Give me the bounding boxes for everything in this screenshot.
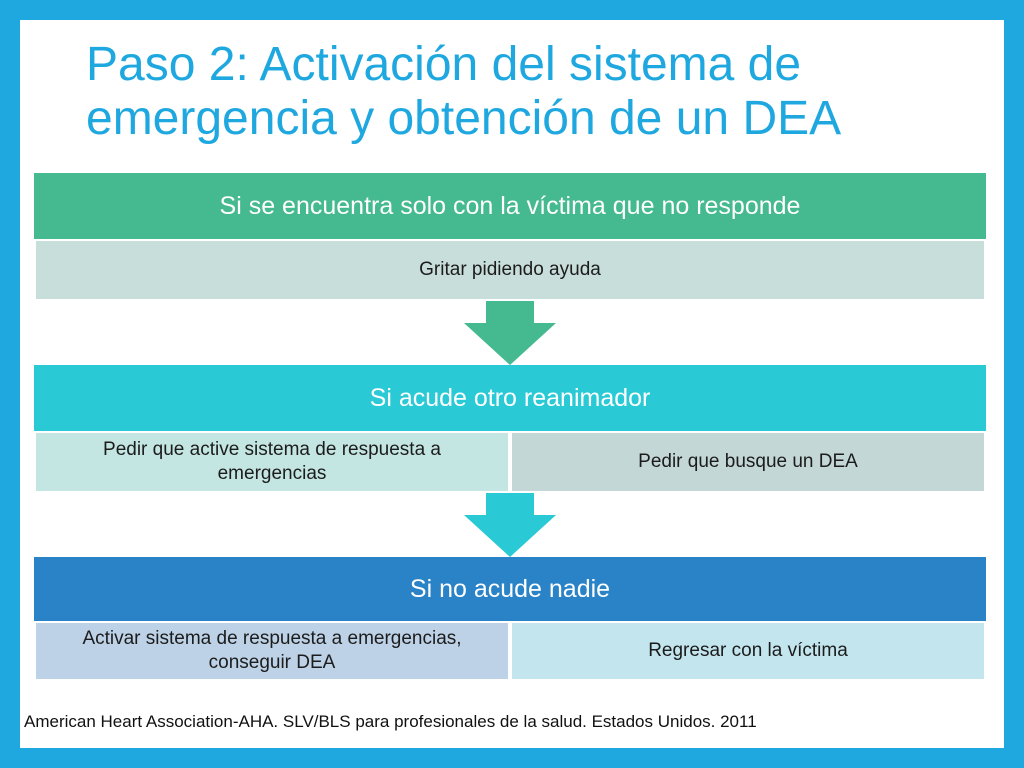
block-3-item-right: Regresar con la víctima [510,621,986,681]
flow-arrow-down-icon [462,493,558,559]
block-2-item-right: Pedir que busque un DEA [510,431,986,493]
block-3-row [34,621,986,681]
flow-arrow-down-icon [462,301,558,367]
block-2-header: Si acude otro reanimador [34,365,986,431]
block-3-header: Si no acude nadie [34,557,986,621]
block-3-item-left: Activar sistema de respuesta a emergencias, conseguir DEA [34,621,510,681]
slide-title: Paso 2: Activación del sistema de emergencia y obtención de un DEA [86,38,842,145]
footer-citation: American Heart Association-AHA. SLV/BLS para profesionales de la salud. Estados Unidos. 2011 [24,712,757,731]
block-2-item-left: Pedir que active sistema de respuesta a emergencias [34,431,510,493]
block-1-header: Si se encuentra solo con la víctima que no responde [34,173,986,239]
slide [20,20,1004,748]
block-1-row [34,239,986,301]
block-2-row [34,431,986,493]
block-1-item: Gritar pidiendo ayuda [34,239,986,301]
